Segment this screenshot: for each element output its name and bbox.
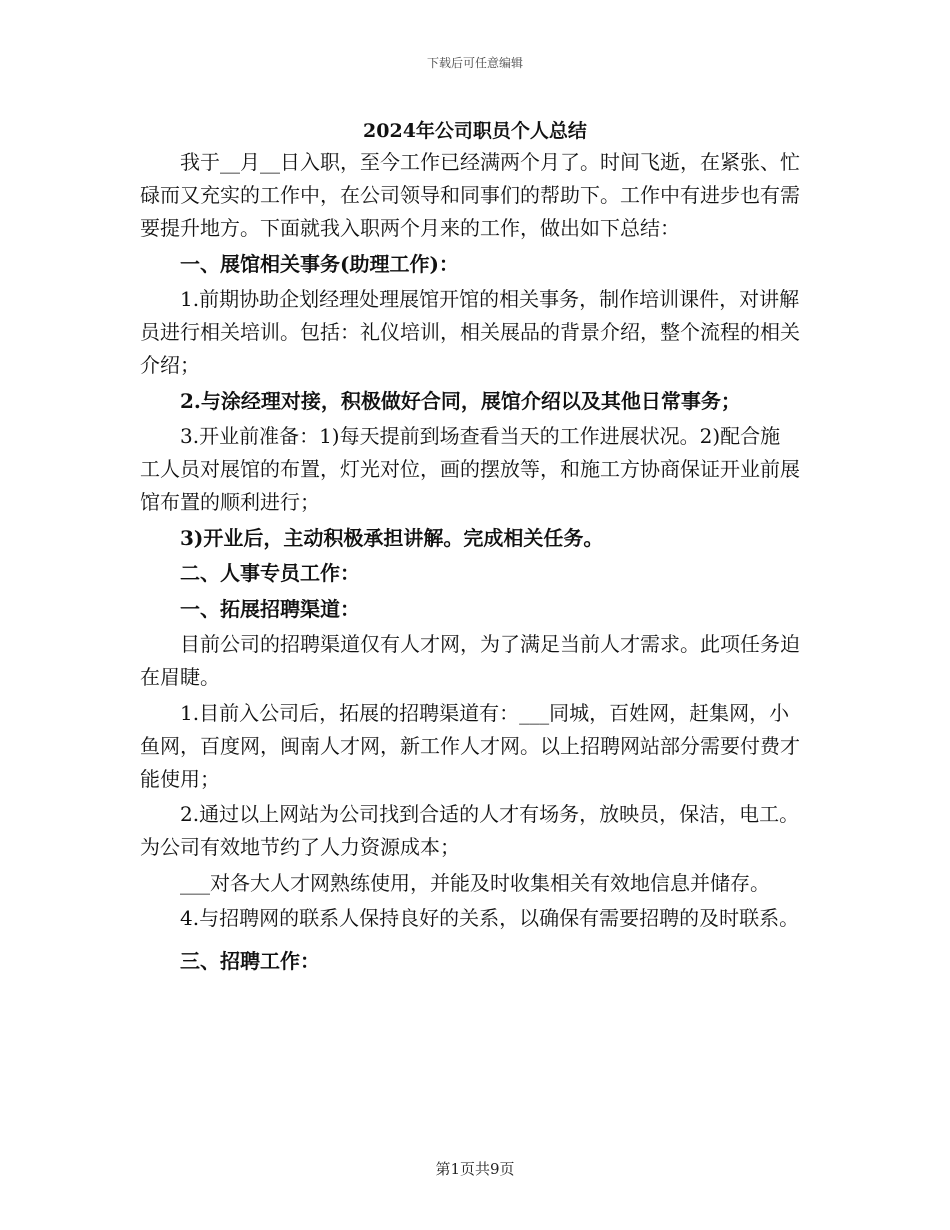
paragraph-exhibition-after-opening: 3)开业后，主动积极承担讲解。完成相关任务。 — [180, 525, 604, 550]
document-title: 2024年公司职员个人总结 — [363, 120, 587, 142]
page-header-note: 下载后可任意编辑 — [426, 56, 523, 70]
paragraph-exhibition-1: 1.前期协助企划经理处理展馆开馆的相关事务，制作培训课件，对讲解员进行相关培训。包括：礼仪培训，相关展品的背景介绍，整个流程的相关介绍； — [140, 287, 800, 377]
section-heading-exhibition: 一、展馆相关事务(助理工作)： — [180, 251, 459, 276]
section-heading-hr: 二、人事专员工作： — [180, 561, 360, 585]
paragraph-recruitment-4: 4.与招聘网的联系人保持良好的关系，以确保有需要招聘的及时联系。 — [180, 906, 800, 930]
intro-paragraph: 我于__月__日入职，至今工作已经满两个月了。时间飞逝，在紧张、忙碌而又充实的工作中，在公司领导和同事们的帮助下。工作中有进步也有需要提升地方。下面就我入职两个月来的工作，做出如下总结： — [140, 150, 800, 240]
paragraph-exhibition-2: 2.与涂经理对接，积极做好合同，展馆介绍以及其他日常事务； — [180, 388, 741, 413]
document-body — [140, 146, 800, 981]
subsection-heading-recruitment-channels: 一、拓展招聘渠道： — [180, 596, 360, 621]
page-footer-number: 第1页共9页 — [435, 1160, 515, 1178]
paragraph-recruitment-intro: 目前公司的招聘渠道仅有人才网，为了满足当前人才需求。此项任务迫在眉睫。 — [140, 632, 800, 689]
paragraph-recruitment-2: 2.通过以上网站为公司找到合适的人才有场务，放映员，保洁，电工。为公司有效地节约了人力资源成本； — [140, 802, 800, 859]
paragraph-recruitment-3: ___对各大人才网熟练使用，并能及时收集相关有效地信息并储存。 — [180, 870, 770, 895]
paragraph-recruitment-1: 1.目前入公司后，拓展的招聘渠道有：___同城，百姓网，赶集网，小鱼网，百度网，闽南人才网，新工作人才网。以上招聘网站部分需要付费才能使用； — [140, 700, 800, 791]
paragraph-exhibition-3: 3.开业前准备：1)每天提前到场查看当天的工作进展状况。2)配合施工人员对展馆的布置，灯光对位，画的摆放等，和施工方协商保证开业前展馆布置的顺利进行； — [140, 424, 800, 514]
section-heading-recruiting-work: 三、招聘工作： — [180, 949, 320, 973]
